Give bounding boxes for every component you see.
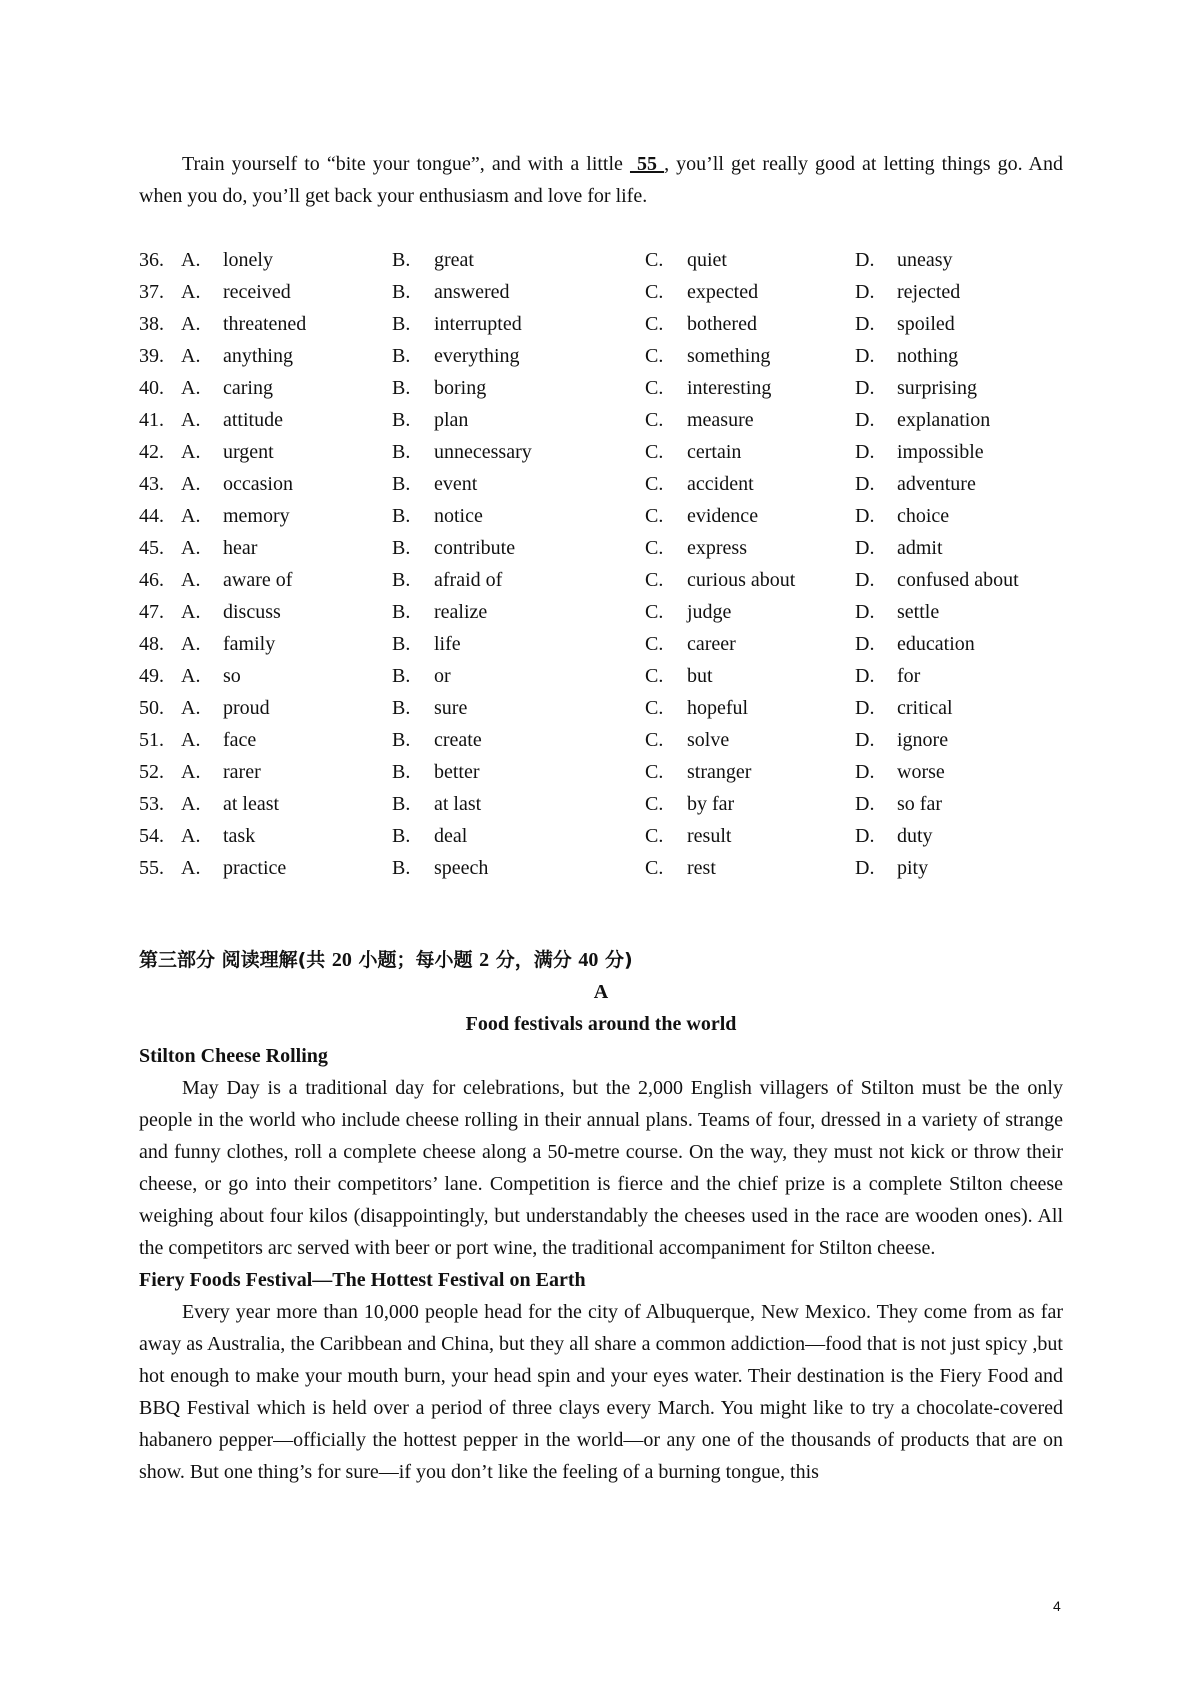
option-text: interrupted [434,313,522,335]
option-letter: B. [392,729,411,751]
option-b [392,788,645,820]
option-letter: B. [392,793,411,815]
option-a [181,500,392,532]
option-text: accident [687,473,754,495]
option-b [392,276,645,308]
option-text: judge [687,601,732,623]
option-letter: A. [181,665,201,687]
option-letter: A. [181,377,201,399]
paragraph-stilton: May Day is a traditional day for celebrations, but the 2,000 English villagers of Stilton must be the only people in the world who include cheese rolling in their annual plans. Teams of four, dressed in a variety of strange and funny clothes, roll a complete cheese along a 50-metre course. On the way, they must not kick or throw their cheese, or go into their competitors’ lane. Competition is fierce and the chief prize is a complete Stilton cheese weighing about four kilos (disappointingly, but understandably the cheeses used in the race are wooden ones). All the competitors arc served with beer or port wine, the traditional accompaniment for Stilton cheese. [139,1077,1063,1259]
option-text: everything [434,345,520,367]
option-letter: A. [181,697,201,719]
option-letter: B. [392,505,411,527]
option-row [139,564,1063,596]
option-a [181,340,392,372]
option-d [855,436,1025,468]
option-b [392,532,645,564]
option-b [392,308,645,340]
option-row [139,436,1063,468]
option-text: surprising [897,377,977,399]
option-text: memory [223,505,290,527]
question-number: 49. [139,665,164,687]
option-text: afraid of [434,569,503,591]
option-text: family [223,633,276,655]
option-a [181,468,392,500]
option-d [855,308,1025,340]
option-c [645,500,855,532]
option-text: answered [434,281,510,303]
option-letter: A. [181,505,201,527]
option-text: caring [223,377,273,399]
option-letter: B. [392,281,411,303]
option-text: for [897,665,921,687]
option-letter: A. [181,313,201,335]
question-number: 37. [139,281,164,303]
option-text: face [223,729,257,751]
option-text: create [434,729,482,751]
option-a [181,564,392,596]
option-letter: D. [855,473,875,495]
option-text: rarer [223,761,261,783]
intro-text-before: Train yourself to “bite your tongue”, and with a little [182,153,630,175]
option-letter: A. [181,537,201,559]
option-a [181,596,392,628]
option-b [392,756,645,788]
option-letter: C. [645,345,664,367]
option-letter: D. [855,633,875,655]
option-b [392,244,645,276]
option-text: realize [434,601,488,623]
option-letter: B. [392,633,411,655]
option-letter: B. [392,249,411,271]
option-text: choice [897,505,950,527]
option-letter: C. [645,409,664,431]
option-b [392,564,645,596]
option-d [855,628,1025,660]
option-text: better [434,761,480,783]
option-letter: C. [645,377,664,399]
option-a [181,244,392,276]
option-d [855,532,1025,564]
intro-text-after: , you’ll get really good at letting things go. And when you do, you’ll get back your enthusiasm and love for life. [139,153,1064,207]
option-b [392,660,645,692]
option-b [392,340,645,372]
option-row [139,660,1063,692]
option-text: impossible [897,441,984,463]
option-letter: B. [392,473,411,495]
option-letter: C. [645,857,664,879]
option-text: or [434,665,451,687]
option-c [645,564,855,596]
option-text: adventure [897,473,976,495]
question-number: 48. [139,633,164,655]
option-b [392,372,645,404]
option-d [855,852,1025,884]
option-text: result [687,825,732,847]
option-text: received [223,281,291,303]
subheading-stilton: Stilton Cheese Rolling [139,1045,328,1067]
option-text: admit [897,537,943,559]
question-number: 54. [139,825,164,847]
option-row [139,276,1063,308]
option-a [181,532,392,564]
question-number: 43. [139,473,164,495]
option-row [139,628,1063,660]
question-number: 40. [139,377,164,399]
option-text: duty [897,825,933,847]
option-letter: D. [855,505,875,527]
option-text: spoiled [897,313,955,335]
option-letter: B. [392,569,411,591]
option-d [855,724,1025,756]
option-row [139,596,1063,628]
option-row [139,788,1063,820]
option-text: worse [897,761,945,783]
option-a [181,852,392,884]
question-number: 47. [139,601,164,623]
option-letter: A. [181,857,201,879]
option-text: express [687,537,747,559]
option-text: explanation [897,409,991,431]
question-number: 38. [139,313,164,335]
option-letter: B. [392,313,411,335]
option-letter: A. [181,601,201,623]
option-c [645,436,855,468]
option-text: something [687,345,771,367]
option-b [392,436,645,468]
option-text: notice [434,505,483,527]
option-letter: C. [645,697,664,719]
option-text: certain [687,441,742,463]
option-text: rest [687,857,716,879]
option-text: deal [434,825,468,847]
option-text: speech [434,857,489,879]
option-d [855,276,1025,308]
option-c [645,692,855,724]
option-text: proud [223,697,270,719]
option-c [645,372,855,404]
exam-page [139,148,1063,1488]
question-number: 50. [139,697,164,719]
option-letter: B. [392,761,411,783]
section-heading: 第三部分 阅读理解(共 20 小题；每小题 2 分，满分 40 分) [139,949,633,971]
option-text: curious about [687,569,796,591]
passage-title: Food festivals around the world [465,1013,737,1035]
option-letter: C. [645,569,664,591]
option-letter: C. [645,505,664,527]
option-row [139,692,1063,724]
option-letter: D. [855,825,875,847]
option-text: boring [434,377,487,399]
option-letter: C. [645,473,664,495]
option-row [139,820,1063,852]
option-text: ignore [897,729,949,751]
option-text: threatened [223,313,307,335]
option-text: uneasy [897,249,953,271]
option-letter: D. [855,857,875,879]
question-number: 53. [139,793,164,815]
option-row [139,500,1063,532]
option-a [181,756,392,788]
option-b [392,468,645,500]
option-text: interesting [687,377,772,399]
option-text: measure [687,409,754,431]
option-letter: D. [855,761,875,783]
option-text: anything [223,345,293,367]
option-a [181,692,392,724]
option-letter: A. [181,473,201,495]
question-number: 55. [139,857,164,879]
question-number: 36. [139,249,164,271]
option-c [645,468,855,500]
option-c [645,788,855,820]
option-letter: D. [855,665,875,687]
option-row [139,756,1063,788]
option-letter: B. [392,857,411,879]
option-c [645,660,855,692]
option-letter: B. [392,377,411,399]
option-b [392,596,645,628]
option-c [645,852,855,884]
option-text: attitude [223,409,283,431]
option-text: hear [223,537,258,559]
option-text: hopeful [687,697,749,719]
intro-paragraph [139,148,1063,212]
blank-55: 55 [629,153,665,175]
option-a [181,724,392,756]
option-d [855,820,1025,852]
option-letter: B. [392,537,411,559]
option-text: so far [897,793,942,815]
option-b [392,820,645,852]
option-text: practice [223,857,287,879]
option-d [855,756,1025,788]
option-text: career [687,633,736,655]
option-letter: C. [645,313,664,335]
option-a [181,660,392,692]
option-text: sure [434,697,468,719]
option-letter: D. [855,249,875,271]
option-text: expected [687,281,759,303]
option-letter: B. [392,345,411,367]
option-letter: A. [181,761,201,783]
option-row [139,468,1063,500]
option-b [392,692,645,724]
option-c [645,308,855,340]
option-text: nothing [897,345,959,367]
option-a [181,436,392,468]
option-text: plan [434,409,469,431]
option-row [139,724,1063,756]
option-text: education [897,633,975,655]
option-letter: D. [855,377,875,399]
option-a [181,372,392,404]
paragraph-fiery-foods: Every year more than 10,000 people head for the city of Albuquerque, New Mexico. They come from as far away as Australia, the Caribbean and China, but they all share a common addiction—food that is not just spicy ,but hot enough to make your mouth burn, your head spin and your eyes water. Their destination is the Fiery Food and BBQ Festival which is held over a period of three clays every March. You might like to try a chocolate-covered habanero pepper—officially the hottest pepper in the world—or any one of the thousands of products that are on show. But one thing’s for sure—if you don’t like the feeling of a burning tongue, this [139,1301,1063,1483]
option-letter: A. [181,633,201,655]
option-a [181,308,392,340]
option-a [181,788,392,820]
option-text: critical [897,697,953,719]
option-text: quiet [687,249,727,271]
option-a [181,628,392,660]
option-text: discuss [223,601,281,623]
question-number: 39. [139,345,164,367]
option-text: unnecessary [434,441,532,463]
option-letter: C. [645,793,664,815]
subheading-fiery-foods: Fiery Foods Festival—The Hottest Festival on Earth [139,1269,586,1291]
option-text: bothered [687,313,757,335]
option-letter: C. [645,825,664,847]
option-text: stranger [687,761,752,783]
option-letter: D. [855,793,875,815]
option-d [855,788,1025,820]
option-letter: D. [855,281,875,303]
option-letter: C. [645,665,664,687]
option-d [855,244,1025,276]
option-d [855,564,1025,596]
question-number: 44. [139,505,164,527]
option-text: at least [223,793,280,815]
option-letter: A. [181,825,201,847]
option-text: contribute [434,537,516,559]
option-letter: B. [392,441,411,463]
option-letter: C. [645,249,664,271]
option-c [645,404,855,436]
option-text: pity [897,857,929,879]
option-a [181,276,392,308]
option-text: aware of [223,569,293,591]
option-row [139,244,1063,276]
option-row [139,532,1063,564]
option-b [392,628,645,660]
option-d [855,372,1025,404]
option-text: lonely [223,249,273,271]
option-row [139,340,1063,372]
option-c [645,628,855,660]
question-number: 46. [139,569,164,591]
option-letter: D. [855,441,875,463]
option-letter: A. [181,281,201,303]
option-text: occasion [223,473,293,495]
option-row [139,404,1063,436]
option-letter: B. [392,825,411,847]
option-b [392,404,645,436]
option-letter: D. [855,313,875,335]
option-letter: D. [855,345,875,367]
option-letter: B. [392,665,411,687]
option-text: so [223,665,241,687]
option-row [139,852,1063,884]
option-c [645,724,855,756]
option-text: but [687,665,713,687]
cloze-options [139,244,1063,884]
option-letter: D. [855,601,875,623]
question-number: 41. [139,409,164,431]
option-letter: A. [181,441,201,463]
option-d [855,404,1025,436]
option-text: rejected [897,281,961,303]
passage-label: A [593,981,609,1003]
option-letter: A. [181,729,201,751]
option-letter: D. [855,729,875,751]
option-text: urgent [223,441,274,463]
page-number: 4 [1053,1598,1061,1614]
option-letter: A. [181,569,201,591]
question-number: 51. [139,729,164,751]
option-letter: C. [645,601,664,623]
option-b [392,724,645,756]
option-text: evidence [687,505,759,527]
option-d [855,596,1025,628]
option-letter: A. [181,793,201,815]
option-c [645,596,855,628]
option-text: settle [897,601,940,623]
option-a [181,820,392,852]
option-text: great [434,249,474,271]
option-d [855,660,1025,692]
option-letter: C. [645,281,664,303]
option-text: confused about [897,569,1019,591]
option-c [645,756,855,788]
option-letter: B. [392,601,411,623]
option-c [645,276,855,308]
option-b [392,852,645,884]
option-text: solve [687,729,730,751]
option-text: task [223,825,256,847]
option-letter: D. [855,537,875,559]
option-text: event [434,473,478,495]
option-c [645,532,855,564]
option-text: life [434,633,461,655]
option-letter: B. [392,697,411,719]
option-letter: A. [181,409,201,431]
option-c [645,244,855,276]
option-letter: C. [645,441,664,463]
option-text: at last [434,793,482,815]
option-letter: C. [645,537,664,559]
option-b [392,500,645,532]
option-letter: A. [181,249,201,271]
option-d [855,468,1025,500]
question-number: 52. [139,761,164,783]
option-c [645,340,855,372]
option-c [645,820,855,852]
option-a [181,404,392,436]
option-letter: C. [645,761,664,783]
option-letter: C. [645,633,664,655]
question-number: 45. [139,537,164,559]
question-number: 42. [139,441,164,463]
option-row [139,308,1063,340]
option-letter: D. [855,697,875,719]
option-d [855,340,1025,372]
option-letter: C. [645,729,664,751]
option-row [139,372,1063,404]
option-letter: D. [855,569,875,591]
option-d [855,500,1025,532]
option-letter: D. [855,409,875,431]
option-text: by far [687,793,735,815]
option-letter: A. [181,345,201,367]
option-d [855,692,1025,724]
option-letter: B. [392,409,411,431]
